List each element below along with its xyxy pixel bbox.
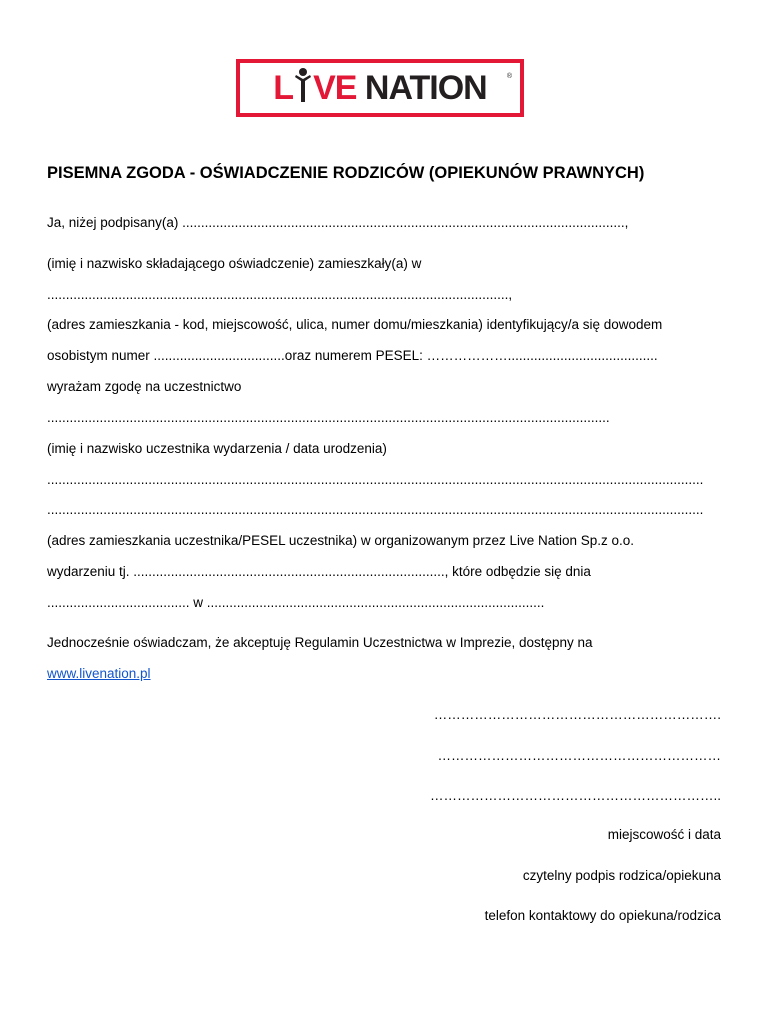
event-line: wydarzeniu tj. ..................................................................................., które odbędzie się dnia — [47, 564, 591, 579]
declarant-name-line: Ja, niżej podpisany(a) ......................................................................................................................, — [47, 215, 629, 230]
address-caption: (adres zamieszkania - kod, miejscowość, ulica, numer domu/mieszkania) identyfikujący/a się dowodem — [47, 317, 663, 332]
logo-letter-l: L — [273, 69, 294, 107]
logo-word-nation: NATION — [364, 69, 487, 107]
participant-address-fill-line-1: ............................................................................................................................................................................... — [47, 472, 704, 487]
participant-address-fill-line-2: ............................................................................................................................................................................... — [47, 502, 704, 517]
address-fill-line: ..........................................................................................................................., — [47, 287, 513, 302]
logo-figure-icon — [293, 67, 313, 103]
live-nation-logo — [236, 59, 524, 117]
participant-fill-line: ...................................................................................................................................................... — [47, 410, 610, 425]
declarant-name-caption: (imię i nazwisko składającego oświadczenie) zamieszkały(a) w — [47, 256, 422, 271]
signature-caption: czytelny podpis rodzica/opiekuna — [522, 868, 721, 883]
participant-caption: (imię i nazwisko uczestnika wydarzenia / data urodzenia) — [47, 441, 387, 456]
document-title: PISEMNA ZGODA - OŚWIADCZENIE RODZICÓW (OPIEKUNÓW PRAWNYCH) — [47, 164, 645, 182]
logo-letters-ve: VE — [313, 69, 357, 107]
logo-registered-mark: ® — [506, 73, 512, 80]
date-place-line: ...................................... w .......................................................................................... — [47, 595, 545, 610]
id-pesel-line: osobistym numer ...................................oraz numerem PESEL: ………………........................................ — [47, 348, 658, 363]
livenation-link[interactable]: www.livenation.pl — [47, 666, 151, 681]
phone-caption: telefon kontaktowy do opiekuna/rodzica — [484, 908, 721, 923]
regulations-statement: Jednocześnie oświadczam, że akceptuję Regulamin Uczestnictwa w Imprezie, dostępny na — [47, 635, 593, 650]
consent-line: wyrażam zgodę na uczestnictwo — [47, 379, 242, 394]
signature-fill-line: ……………………………………………………… — [437, 748, 721, 763]
place-date-caption: miejscowość i data — [607, 827, 721, 842]
place-date-fill-line: ………………………………………………………. — [433, 707, 721, 722]
phone-fill-line: ……………………………………………………….. — [429, 788, 721, 803]
participant-address-caption: (adres zamieszkania uczestnika/PESEL uczestnika) w organizowanym przez Live Nation Sp.z o.o. — [47, 533, 635, 548]
